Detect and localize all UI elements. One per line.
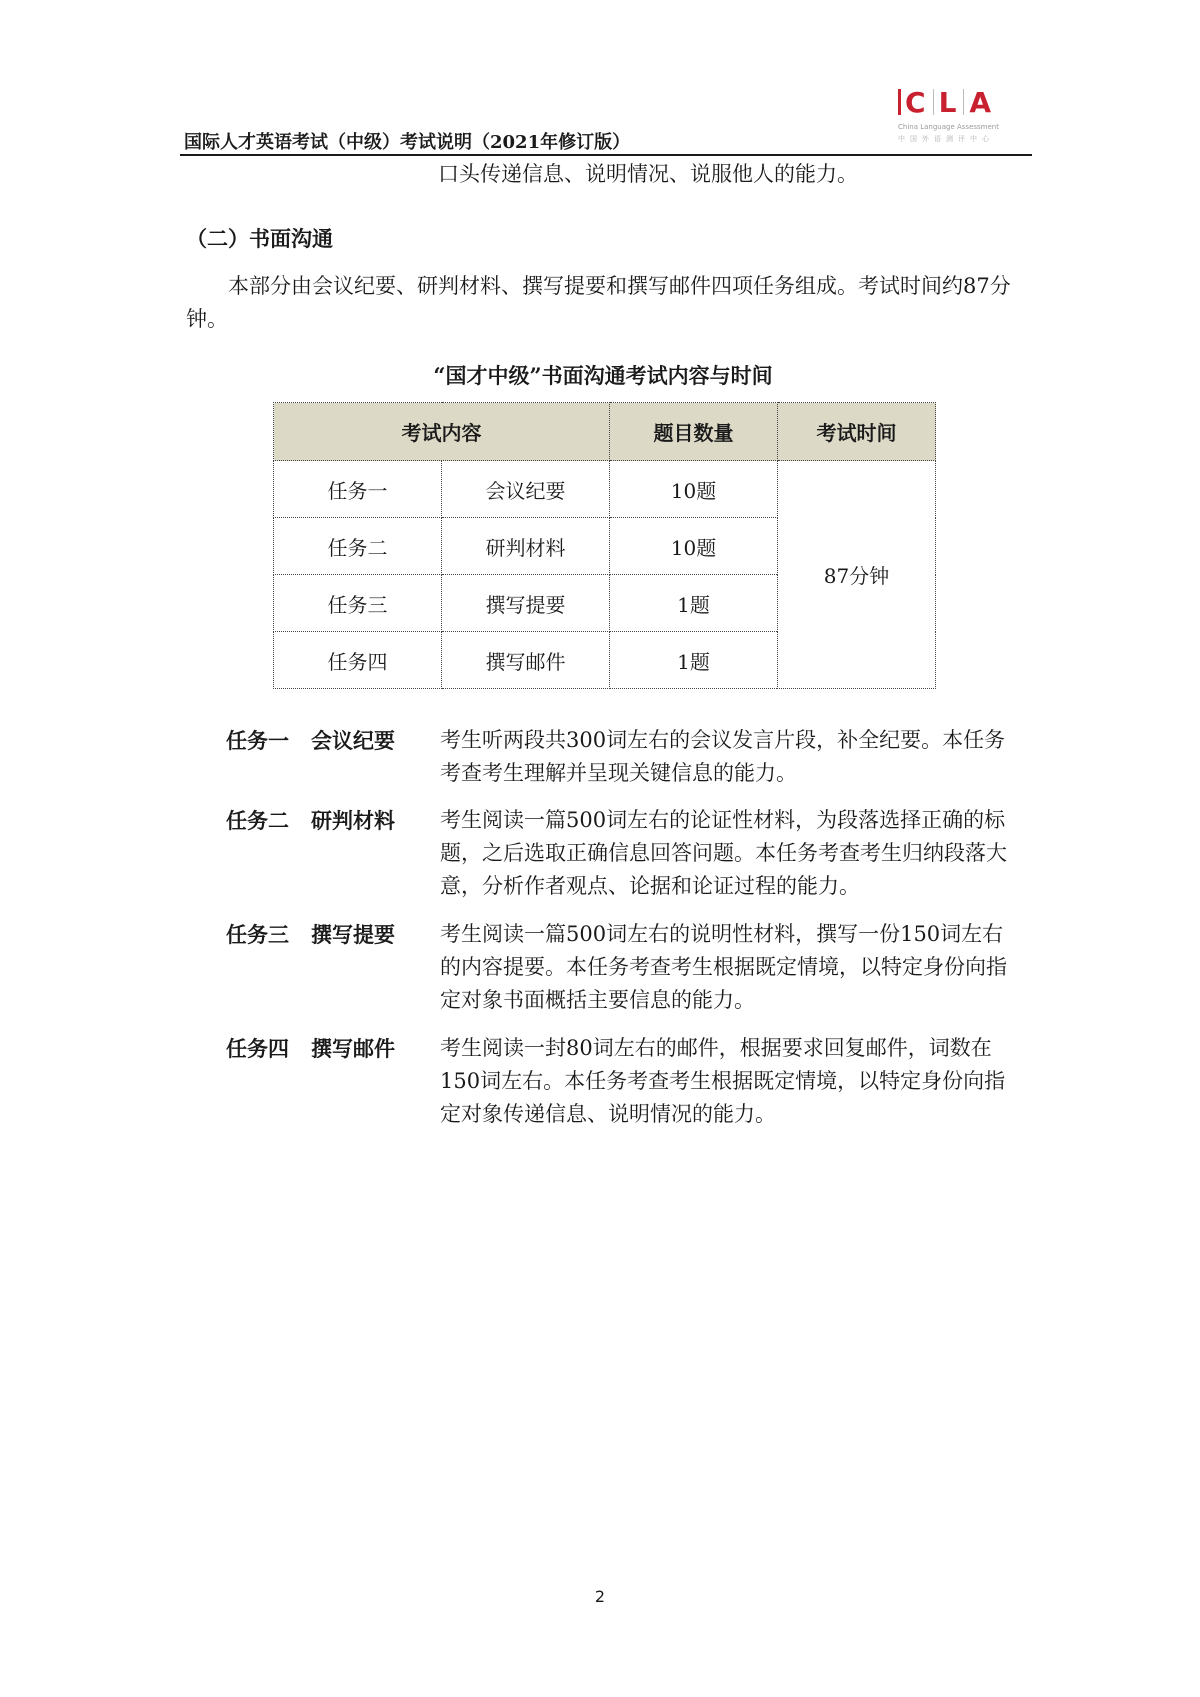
task-label: 任务二 研判材料 — [226, 808, 395, 833]
cell-task: 任务四 — [274, 632, 442, 689]
page-number: 2 — [594, 1587, 606, 1606]
logo-subtitle-en: China Language Assessment — [898, 123, 999, 131]
continuation-line: 口头传递信息、说明情况、说服他人的能力。 — [438, 162, 858, 186]
cell-name: 研判材料 — [442, 518, 610, 575]
header-content: 考试内容 — [274, 403, 610, 461]
logo-letter-a: A — [969, 86, 994, 119]
header-rule — [180, 154, 1032, 156]
table-row — [274, 461, 936, 518]
header-time: 考试时间 — [778, 403, 936, 461]
task-description: 考生阅读一封80词左右的邮件，根据要求回复邮件，词数在150词左右。本任务考查考生根据既定情境，以特定身份向指定对象传递信息、说明情况的能力。 — [440, 1036, 1006, 1126]
task-label: 任务四 撰写邮件 — [226, 1036, 395, 1061]
cla-logo — [898, 86, 1008, 146]
task-description: 考生阅读一篇500词左右的论证性材料，为段落选择正确的标题，之后选取正确信息回答问题。本任务考查考生归纳段落大意，分析作者观点、论据和论证过程的能力。 — [440, 808, 1007, 898]
logo-letter-l: L — [938, 86, 959, 119]
task-description: 考生听两段共300词左右的会议发言片段，补全纪要。本任务考查考生理解并呈现关键信息的能力。 — [440, 728, 1006, 785]
task-label: 任务三 撰写提要 — [226, 922, 395, 947]
task-description: 考生阅读一篇500词左右的说明性材料，撰写一份150词左右的内容提要。本任务考查考生根据既定情境，以特定身份向指定对象书面概括主要信息的能力。 — [440, 922, 1007, 1012]
header-count: 题目数量 — [610, 403, 778, 461]
running-title: 国际人才英语考试（中级）考试说明（2021年修订版） — [184, 132, 631, 153]
cell-count: 1题 — [610, 632, 778, 689]
cell-task: 任务三 — [274, 575, 442, 632]
cell-count: 10题 — [610, 461, 778, 518]
logo-letters — [898, 86, 1008, 120]
table-title: “国才中级”书面沟通考试内容与时间 — [433, 363, 773, 388]
logo-subtitle-cn: 中国外语测评中心 — [898, 135, 994, 143]
cell-name: 撰写邮件 — [442, 632, 610, 689]
cell-name: 撰写提要 — [442, 575, 610, 632]
section-heading: （二）书面沟通 — [186, 226, 333, 251]
cell-total-time: 87分钟 — [778, 461, 936, 689]
intro-paragraph: 本部分由会议纪要、研判材料、撰写提要和撰写邮件四项任务组成。考试时间约87分钟。 — [186, 274, 1011, 331]
cell-task: 任务一 — [274, 461, 442, 518]
cell-task: 任务二 — [274, 518, 442, 575]
cell-count: 1题 — [610, 575, 778, 632]
cell-name: 会议纪要 — [442, 461, 610, 518]
task-label: 任务一 会议纪要 — [226, 728, 395, 753]
logo-letter-c: C — [905, 86, 928, 119]
exam-content-table — [273, 402, 936, 689]
table-header-row — [274, 403, 936, 461]
cell-count: 10题 — [610, 518, 778, 575]
